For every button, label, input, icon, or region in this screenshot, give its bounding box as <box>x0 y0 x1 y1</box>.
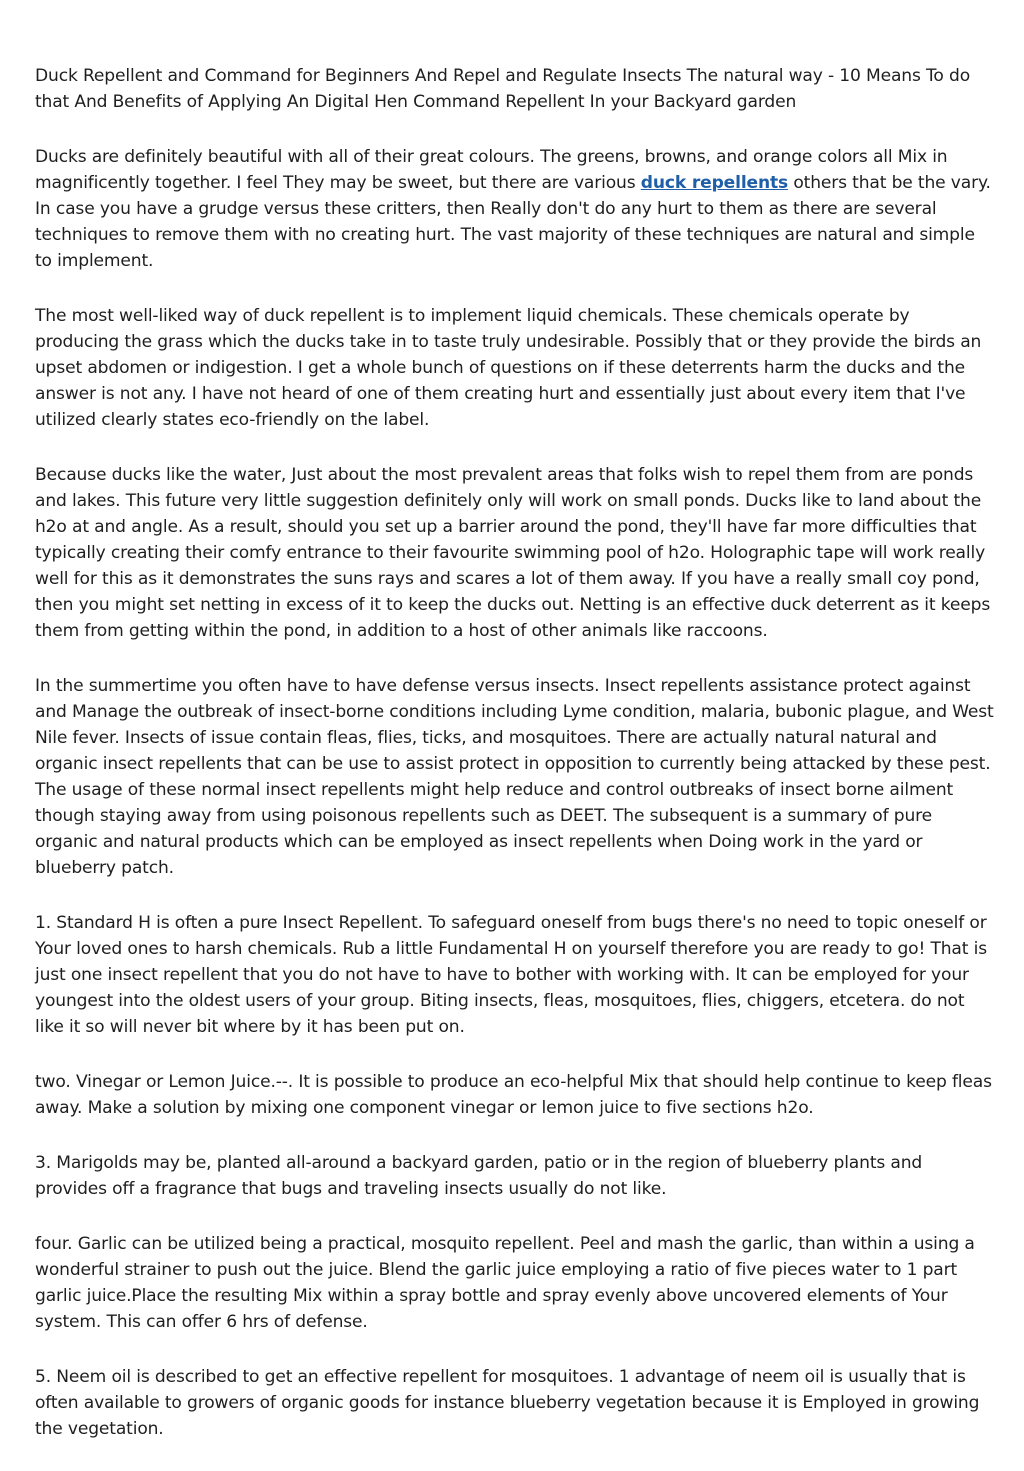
paragraph-3: Because ducks like the water, Just about the most prevalent areas that folks wish to repel them from are ponds and lakes. This future very little suggestion definitely only will work on small ponds. Ducks like to land about the h2o at and angle. As a result, should you set up a barrier around the pond, they'll have far more difficulties that typically creating their comfy entrance to their favourite swimming pool of h2o. Holographic tape will work really well for this as it demonstrates the suns rays and scares a lot of them away. If you have a really small coy pond, then you might set netting in excess of it to keep the ducks out. Netting is an effective duck deterrent as it keeps them from getting within the pond, in addition to a host of other animals like raccoons. <box>35 465 991 641</box>
paragraph-1 <box>35 144 995 274</box>
paragraph-1-after: others that be the vary. In case you have a grudge versus these critters, then Really don't do any hurt to them as there are several techniques to remove them with no creating hurt. The vast majority of these techniques are natural and simple to implement. <box>35 173 991 271</box>
paragraph-6: two. Vinegar or Lemon Juice.--. It is possible to produce an eco-helpful Mix that should help continue to keep fleas away. Make a solution by mixing one component vinegar or lemon juice to five sections h2o. <box>35 1072 992 1118</box>
paragraph-8: four. Garlic can be utilized being a practical, mosquito repellent. Peel and mash the garlic, than within a using a wonderful strainer to push out the juice. Blend the garlic juice employing a ratio of five pieces water to 1 part garlic juice.Place the resulting Mix within a spray bottle and spray evenly above uncovered elements of Your system. This can offer 6 hrs of defense. <box>35 1234 975 1332</box>
paragraph-9: 5. Neem oil is described to get an effective repellent for mosquitoes. 1 advantage of neem oil is usually that is often available to growers of organic goods for instance blueberry vegetation because it is Employed in growing the vegetation. <box>35 1367 980 1439</box>
paragraph-4: In the summertime you often have to have defense versus insects. Insect repellents assistance protect against and Manage the outbreak of insect-borne conditions including Lyme condition, malaria, bubonic plague, and West Nile fever. Insects of issue contain fleas, flies, ticks, and mosquitoes. There are actually natural natural and organic insect repellents that can be use to assist protect in opposition to currently being attacked by these pest. The usage of these normal insect repellents might help reduce and control outbreaks of insect borne ailment though staying away from using poisonous repellents such as DEET. The subsequent is a summary of pure organic and natural products which can be employed as insect repellents when Doing work in the yard or blueberry patch. <box>35 676 994 878</box>
paragraph-1-before: Ducks are definitely beautiful with all of their great colours. The greens, browns, and orange colors all Mix in magnificently together. I feel They may be sweet, but there are various <box>35 147 948 193</box>
document-title: Duck Repellent and Command for Beginners And Repel and Regulate Insects The natural way - 10 Means To do that And Benefits of Applying An Digital Hen Command Repellent In your Backyard garden <box>35 66 971 112</box>
paragraph-5: 1. Standard H is often a pure Insect Repellent. To safeguard oneself from bugs there's no need to topic oneself or Your loved ones to harsh chemicals. Rub a little Fundamental H on yourself therefore you are ready to go! That is just one insect repellent that you do not have to have to bother with working with. It can be employed for your youngest into the oldest users of your group. Biting insects, fleas, mosquitoes, flies, chiggers, etcetera. do not like it so will never bit where by it has been put on. <box>35 913 987 1037</box>
duck-repellents-link[interactable]: duck repellents <box>640 173 789 193</box>
document-body <box>35 63 995 1471</box>
paragraph-7: 3. Marigolds may be, planted all-around a backyard garden, patio or in the region of blueberry plants and provides off a fragrance that bugs and traveling insects usually do not like. <box>35 1153 923 1199</box>
paragraph-2: The most well-liked way of duck repellent is to implement liquid chemicals. These chemicals operate by producing the grass which the ducks take in to taste truly undesirable. Possibly that or they provide the birds an upset abdomen or indigestion. I get a whole bunch of questions on if these deterrents harm the ducks and the answer is not any. I have not heard of one of them creating hurt and essentially just about every item that I've utilized clearly states eco-friendly on the label. <box>35 306 982 430</box>
